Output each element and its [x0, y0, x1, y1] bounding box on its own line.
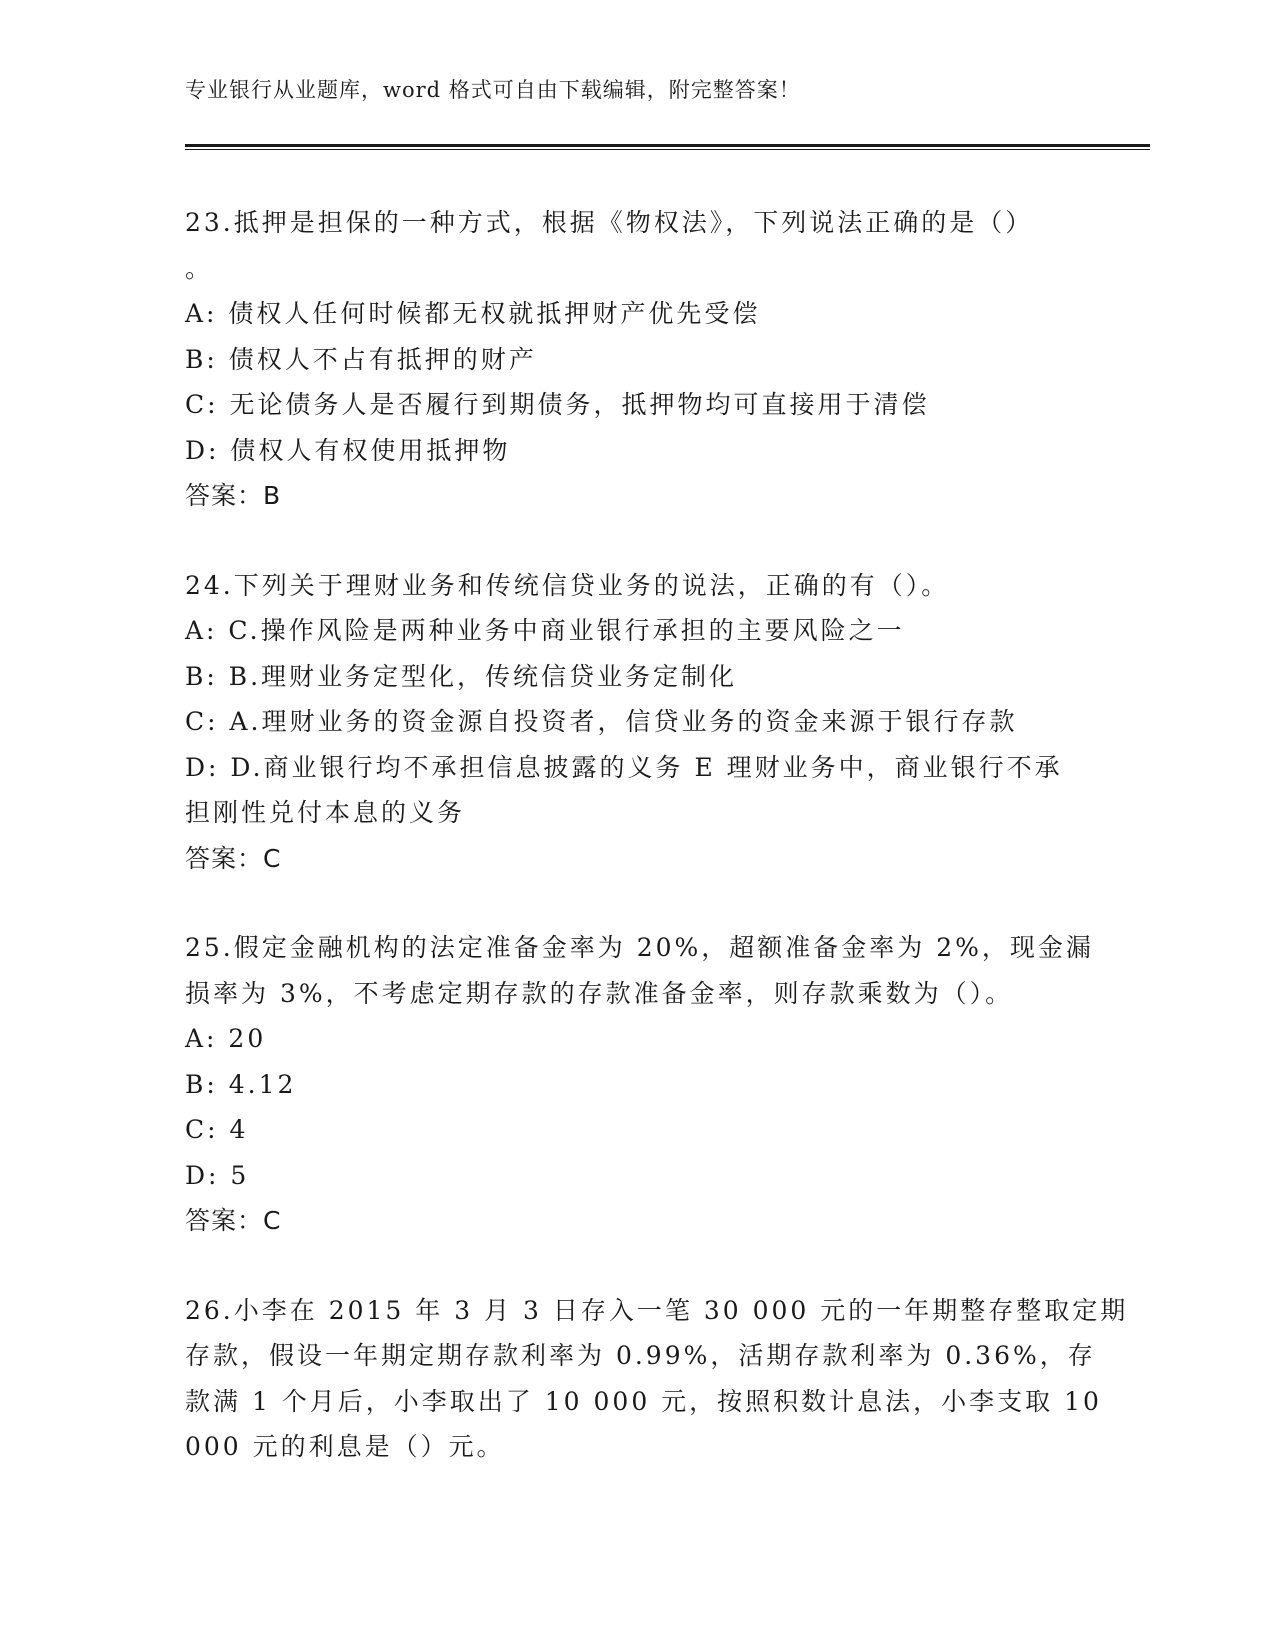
question-stem-line: 款满 1 个月后，小李取出了 10 000 元，按照积数计息法，小李支取 10	[185, 1386, 1102, 1416]
option-a: A: C.操作风险是两种业务中商业银行承担的主要风险之一	[185, 616, 905, 645]
header-rule-thick	[185, 144, 1150, 147]
question-stem-line: 000 元的利息是（）元。	[185, 1432, 505, 1461]
option-d-continued: 担刚性兑付本息的义务	[185, 798, 466, 827]
option-a: A: 债权人任何时候都无权就抵押财产优先受偿	[185, 299, 761, 328]
question-stem-line: 存款，假设一年期定期存款利率为 0.99%，活期存款利率为 0.36%，存	[185, 1341, 1096, 1370]
option-c: C: 无论债务人是否履行到期债务，抵押物均可直接用于清偿	[185, 390, 930, 419]
answer: 答案：C	[185, 843, 282, 873]
question-23	[185, 200, 1085, 519]
question-stem-line: 24.下列关于理财业务和传统信贷业务的说法，正确的有（）。	[185, 570, 950, 600]
option-c: C: A.理财业务的资金源自投资者，信贷业务的资金来源于银行存款	[185, 707, 1018, 736]
option-c: C: 4	[185, 1115, 249, 1144]
question-stem-line: 23.抵押是担保的一种方式，根据《物权法》，下列说法正确的是（）	[185, 208, 1034, 237]
option-d: D: 债权人有权使用抵押物	[185, 435, 511, 465]
page-header: 专业银行从业题库，word 格式可自由下载编辑，附完整答案！	[185, 78, 801, 102]
option-a: A: 20	[185, 1024, 267, 1053]
question-stem-line: 26.小李在 2015 年 3 月 3 日存入一笔 30 000 元的一年期整存整取定期	[185, 1295, 1129, 1325]
answer: 答案：B	[185, 481, 282, 510]
question-list	[185, 200, 1129, 1514]
option-d: D: D.商业银行均不承担信息披露的义务 E 理财业务中，商业银行不承	[185, 752, 1063, 782]
question-stem-line: 损率为 3%，不考虑定期存款的存款准备金率，则存款乘数为（）。	[185, 978, 1014, 1008]
answer: 答案：C	[185, 1206, 282, 1235]
question-24	[185, 563, 1085, 882]
option-d: D: 5	[185, 1160, 250, 1190]
question-stem-line: 25.假定金融机构的法定准备金率为 20%，超额准备金率为 2%，现金漏	[185, 933, 1094, 962]
question-26	[185, 1288, 1129, 1470]
question-25	[185, 925, 1094, 1244]
option-b: B: B.理财业务定型化，传统信贷业务定制化	[185, 661, 738, 691]
option-b: B: 4.12	[185, 1069, 297, 1099]
header-rule-thin	[185, 149, 1150, 150]
question-stem-line: 。	[185, 253, 214, 283]
option-b: B: 债权人不占有抵押的财产	[185, 344, 537, 374]
